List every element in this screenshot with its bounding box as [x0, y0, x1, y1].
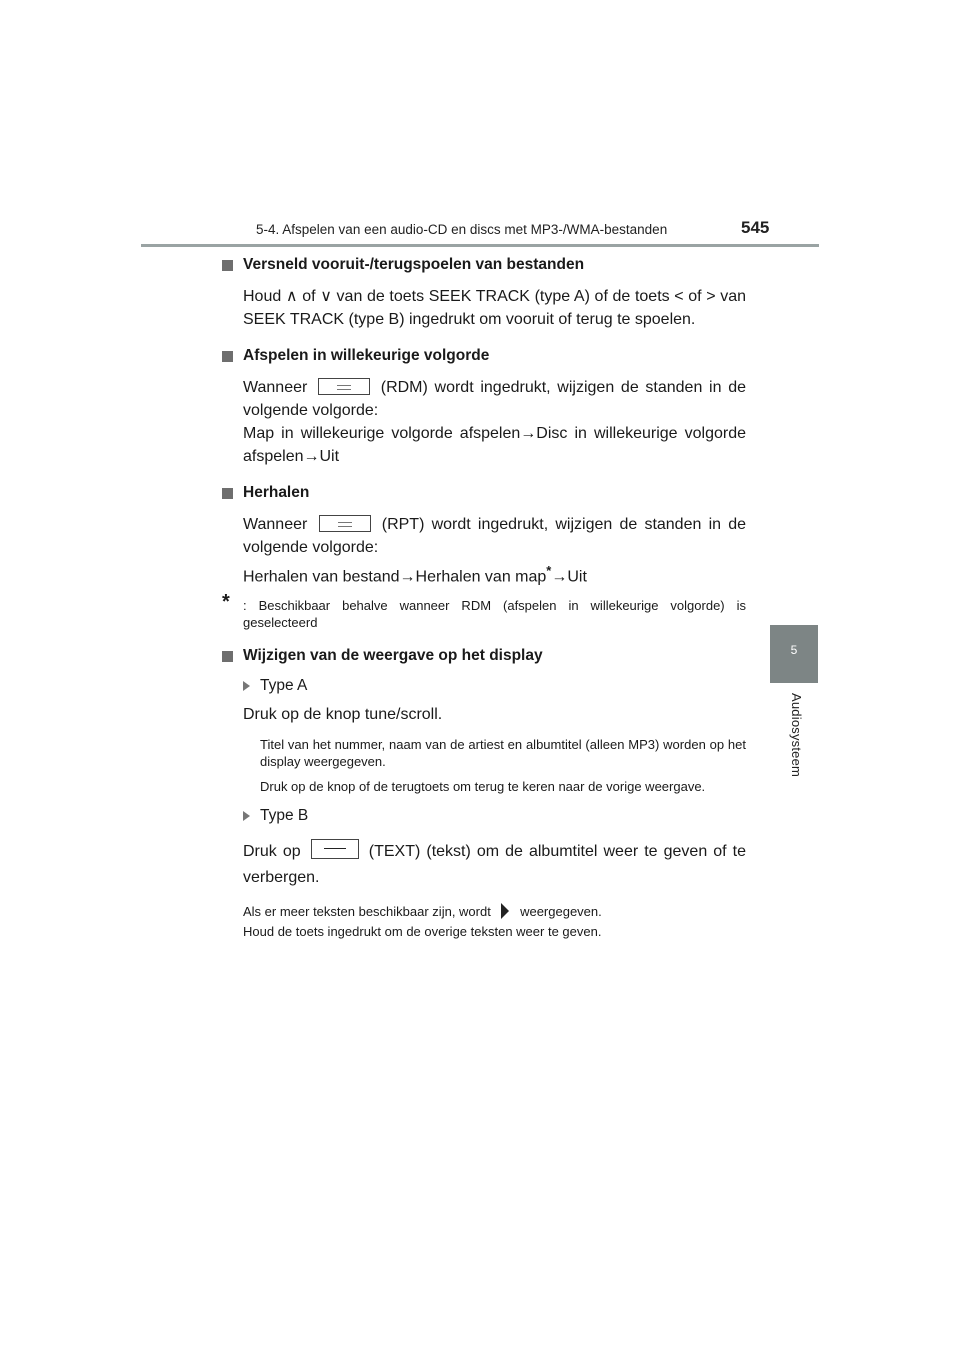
type-b-note1-pre: Als er meer teksten beschikbaar zijn, wordt	[243, 904, 491, 920]
bullet-square-icon	[222, 651, 233, 662]
type-b-note-2: Houd de toets ingedrukt om de overige teksten weer te geven.	[243, 924, 602, 940]
type-b-item	[243, 805, 746, 827]
page-content	[222, 254, 746, 942]
type-b-text-pre: Druk op	[243, 843, 301, 861]
rpt-button-icon	[319, 515, 371, 532]
seek-paragraph: Houd ∧ of ∨ van de toets SEEK TRACK (type A) of de toets < of > van SEEK TRACK (type B) ingedrukt om vooruit of terug te spoelen.	[243, 288, 746, 328]
chapter-label: Audiosysteem	[789, 693, 804, 778]
heading-text: Afspelen in willekeurige volgorde	[243, 347, 490, 364]
bullet-square-icon	[222, 351, 233, 362]
footnote-text: : Beschikbaar behalve wanneer RDM (afspelen in willekeurige volgorde) is geselecteerd	[243, 598, 746, 631]
header-title: 5-4. Afspelen van een audio-CD en discs met MP3-/WMA-bestanden	[256, 222, 668, 237]
section-heading-seek	[222, 254, 746, 276]
random-text-pre: Wanneer	[243, 379, 308, 396]
triangle-bullet-icon	[243, 681, 250, 691]
type-b-text-post: (TEXT) (tekst) om de albumtitel weer te geven of te verbergen.	[243, 843, 747, 887]
section-heading-repeat	[222, 482, 746, 504]
chapter-number: 5	[790, 643, 798, 657]
type-a-note-2: Druk op de knop of de terugtoets om terug te keren naar de vorige weergave.	[260, 779, 706, 795]
scroll-arrow-icon	[500, 901, 510, 921]
repeat-sequence	[243, 559, 746, 588]
repeat-paragraph	[243, 513, 746, 559]
triangle-bullet-icon	[243, 811, 250, 821]
repeat-text-pre: Wanneer	[243, 516, 308, 533]
header-divider	[141, 244, 819, 247]
type-b-text	[243, 839, 746, 891]
repeat-seq-a: Herhalen van bestand→Herhalen van map	[243, 568, 547, 586]
heading-text: Herhalen	[243, 484, 310, 501]
type-a-text: Druk op de knop tune/scroll.	[243, 706, 443, 724]
chapter-tab	[770, 625, 818, 683]
footnote-marker: *	[546, 563, 552, 578]
random-sequence: Map in willekeurige volgorde afspelen→Disc in willekeurige volgorde afspelen→Uit	[243, 425, 746, 465]
type-b-note1-post: weergegeven.	[520, 904, 602, 920]
repeat-seq-b: →Uit	[551, 568, 587, 586]
section-heading-random	[222, 345, 746, 367]
heading-text: Versneld vooruit-/terugspoelen van bestanden	[243, 256, 585, 273]
random-paragraph	[243, 376, 746, 422]
bullet-square-icon	[222, 260, 233, 271]
type-a-item	[243, 675, 746, 697]
type-b-label: Type B	[260, 807, 309, 825]
footnote	[222, 591, 746, 631]
type-b-note-1	[243, 901, 746, 922]
text-button-icon	[311, 839, 359, 859]
section-heading-display	[222, 645, 746, 667]
heading-text: Wijzigen van de weergave op het display	[243, 647, 543, 665]
rdm-button-icon	[318, 378, 370, 395]
repeat-text-post: (RPT) wordt ingedrukt, wijzigen de standen in de volgende volgorde:	[243, 516, 747, 556]
bullet-square-icon	[222, 488, 233, 499]
type-a-label: Type A	[260, 677, 308, 695]
footnote-star: *	[222, 591, 230, 614]
random-text-post: (RDM) wordt ingedrukt, wijzigen de standen in de volgende volgorde:	[243, 379, 746, 419]
type-a-note-1: Titel van het nummer, naam van de artiest en albumtitel (alleen MP3) worden op het display weergegeven.	[260, 737, 746, 770]
page-number: 545	[741, 218, 770, 237]
